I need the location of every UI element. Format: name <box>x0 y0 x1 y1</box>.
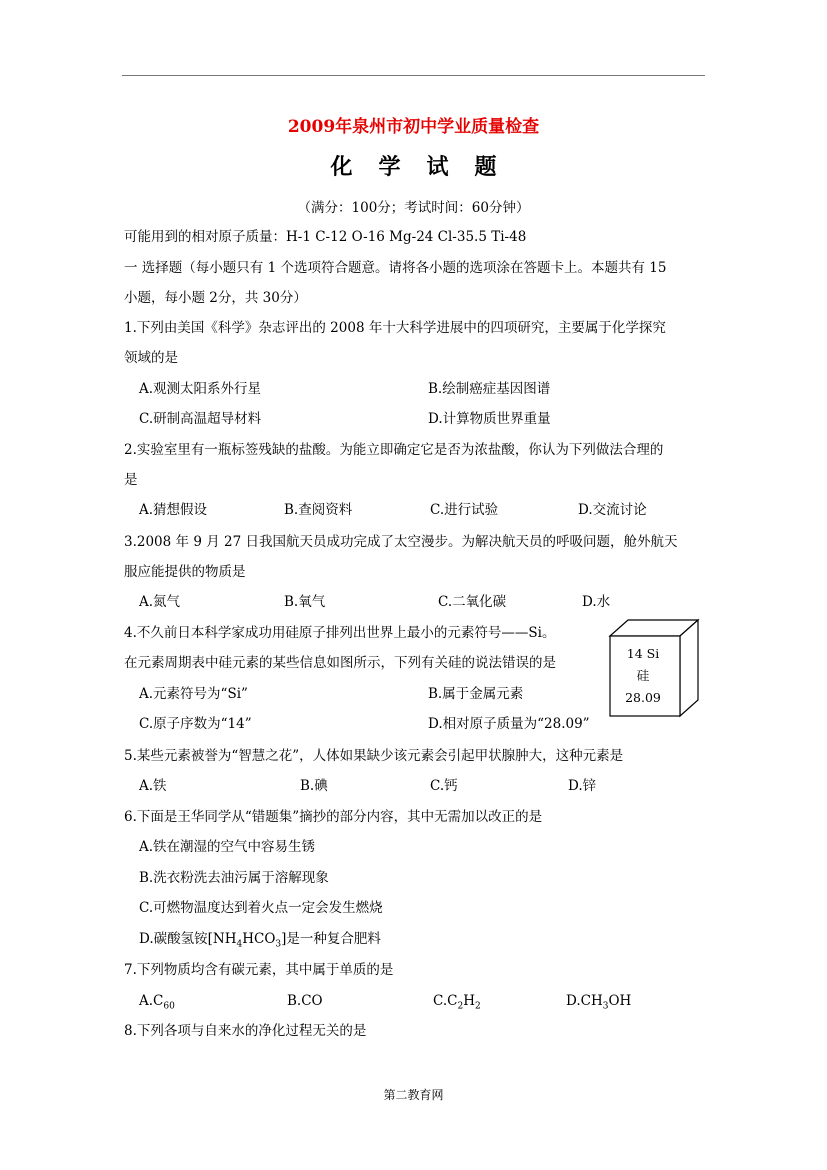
footer-text: 第二教育网 <box>383 1088 444 1102</box>
q2-option-a: A.猜想假设 <box>139 502 208 518</box>
q5-option-c: C.钙 <box>430 778 458 794</box>
q8-stem-line1: 8.下列各项与自来水的净化过程无关的是 <box>124 1023 367 1039</box>
q7-option-c: $C.C_2H_2$ <box>433 993 481 1012</box>
q7-option-d: $D.CH_3OH$ <box>566 993 632 1012</box>
q4-option-d: D.相对原子质量为“28.09” <box>428 716 590 732</box>
element-number-symbol: 14 Si <box>626 646 660 661</box>
q5-option-d: D.锌 <box>568 778 597 794</box>
q6-stem-line1: 6.下面是王华同学从“错题集”摘抄的部分内容，其中无需加以改正的是 <box>124 809 543 825</box>
q1-option-a: A.观测太阳系外行星 <box>139 381 262 397</box>
subject-title: 化学试题 <box>330 154 523 180</box>
exam-title: 2009年泉州市初中学业质量检查 <box>287 117 540 137</box>
q7-stem-line1: 7.下列物质均含有碳元素，其中属于单质的是 <box>124 962 394 978</box>
atomic-masses: 可能用到的相对原子质量：H-1 C-12 O-16 Mg-24 Cl-35.5 Ti-48 <box>124 229 527 245</box>
q4-option-b: B.属于金属元素 <box>428 686 524 702</box>
q3-option-d: D.水 <box>582 594 611 610</box>
q3-stem-line1: 3.2008 年 9 月 27 日我国航天员成功完成了太空漫步。为解决航天员的呼吸问题，舱外航天 <box>124 534 678 550</box>
element-mass: 28.09 <box>625 690 661 705</box>
q3-option-b: B.氧气 <box>284 594 326 610</box>
q4-option-a: A.元素符号为“Si” <box>139 686 248 702</box>
element-name: 硅 <box>636 668 650 683</box>
q3-option-a: A.氮气 <box>139 594 181 610</box>
section1-line2: 小题，每小题 2分，共 30分） <box>124 290 307 306</box>
q5-option-b: B.碘 <box>300 778 328 794</box>
q4-stem-line2: 在元素周期表中硅元素的某些信息如图所示，下列有关硅的说法错误的是 <box>124 655 556 671</box>
q3-stem-line2: 服应能提供的物质是 <box>124 564 246 580</box>
q4-option-c: C.原子序数为“14” <box>139 716 252 732</box>
q1-option-b: B.绘制癌症基因图谱 <box>428 381 551 397</box>
exam-info: （满分：100分；考试时间：60分钟） <box>297 200 530 216</box>
header-rule <box>122 75 705 76</box>
section1-line1: 一 选择题（每小题只有 1 个选项符合题意。请将各小题的选项涂在答题卡上。本题共有 15 <box>124 260 667 276</box>
q4-stem-line1: 4.不久前日本科学家成功用硅原子排列出世界上最小的元素符号——Si。 <box>124 625 556 641</box>
q6-option-d: D.碳酸氢铵$[NH_4HCO_3]$是一种复合肥料 <box>139 931 381 950</box>
q2-stem-line1: 2.实验室里有一瓶标签残缺的盐酸。为能立即确定它是否为浓盐酸，你认为下列做法合理的 <box>124 442 664 458</box>
q5-stem-line1: 5.某些元素被誉为“智慧之花”，人体如果缺少该元素会引起甲状腺肿大，这种元素是 <box>124 748 624 764</box>
q1-option-d: D.计算物质世界重量 <box>428 411 551 427</box>
q7-option-a: $A.C_{60}$ <box>139 993 175 1012</box>
q1-stem-line1: 1.下列由美国《科学》杂志评出的 2008 年十大科学进展中的四项研究，主要属于化学探究 <box>124 320 666 336</box>
q6-option-a: A.铁在潮湿的空气中容易生锈 <box>139 839 316 855</box>
q2-stem-line2: 是 <box>124 472 138 488</box>
q7-option-b: B.CO <box>287 993 323 1009</box>
q2-option-d: D.交流讨论 <box>578 502 647 518</box>
q6-option-c: C.可燃物温度达到着火点一定会发生燃烧 <box>139 900 383 916</box>
q2-option-c: C.进行试验 <box>430 502 499 518</box>
q3-option-c: C.二氧化碳 <box>438 594 507 610</box>
q6-option-b: B.洗衣粉洗去油污属于溶解现象 <box>139 870 329 886</box>
q1-option-c: C.研制高温超导材料 <box>139 411 262 427</box>
q2-option-b: B.查阅资料 <box>284 502 353 518</box>
q1-stem-line2: 领域的是 <box>124 350 178 366</box>
q5-option-a: A.铁 <box>139 778 167 794</box>
